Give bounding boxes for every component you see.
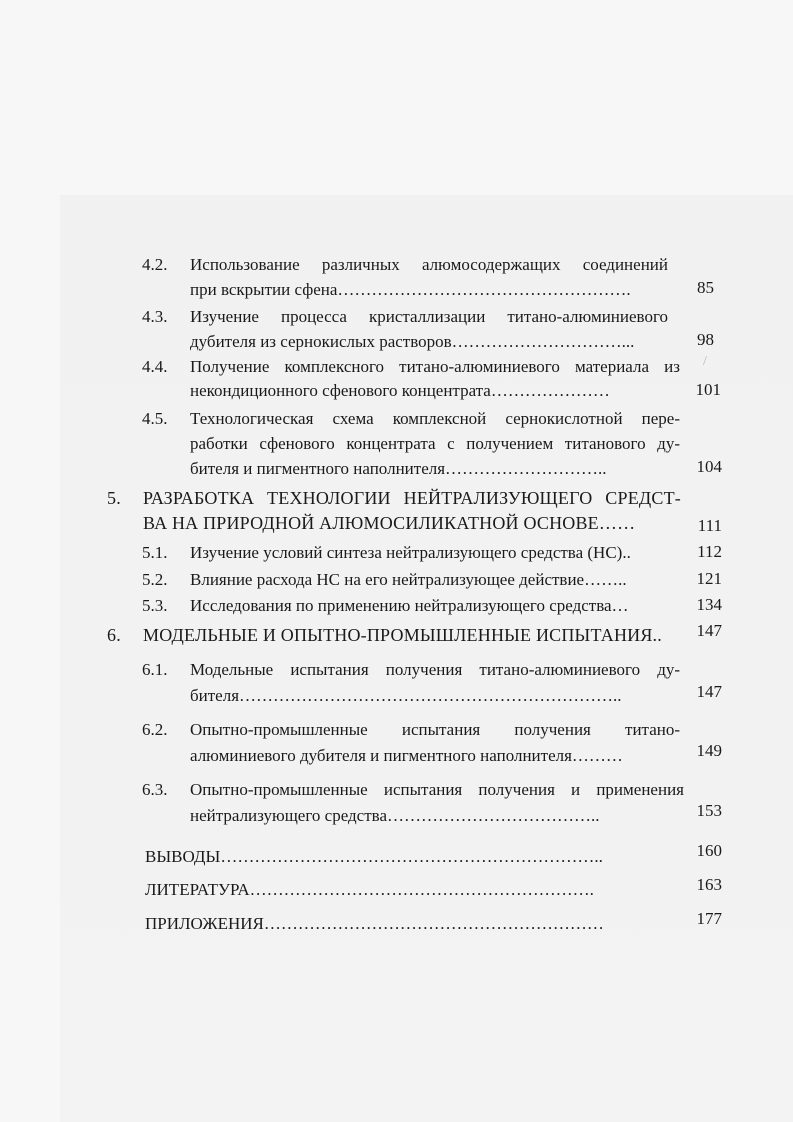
toc-entry-number: 5.2. — [142, 570, 168, 589]
toc-entry-title-line: Опытно-промышленные испытания получения титано- — [190, 720, 680, 739]
toc-section-title: ВЫВОДЫ………………………………………………………….. — [145, 847, 603, 866]
toc-chapter-number: 6. — [107, 625, 121, 645]
toc-entry-page: 85 — [697, 278, 714, 297]
toc-entry-title-line: Опытно-промышленные испытания получения и применения — [190, 780, 684, 799]
toc-entry-title-line: Получение комплексного титано-алюминиевого материала из — [190, 357, 680, 376]
toc-chapter-title-line: РАЗРАБОТКА ТЕХНОЛОГИИ НЕЙТРАЛИЗУЮЩЕГО СРЕДСТ- — [143, 488, 681, 508]
toc-chapter-number: 5. — [107, 488, 121, 508]
toc-entry-page: 104 — [696, 457, 722, 476]
toc-entry-title-line: некондиционного сфенового концентрата………………… — [190, 381, 610, 400]
toc-entry-title-line: при вскрытии сфена……………………………………………. — [190, 280, 631, 299]
toc-entry-title-line: Изучение условий синтеза нейтрализующего средства (НС).. — [190, 543, 631, 562]
toc-entry-title-line: Модельные испытания получения титано-алюминиевого ду- — [190, 660, 680, 679]
toc-entry-page: 149 — [696, 741, 722, 760]
toc-entry-number: 6.3. — [142, 780, 168, 799]
toc-chapter-title-line: ВА НА ПРИРОДНОЙ АЛЮМОСИЛИКАТНОЙ ОСНОВЕ…… — [143, 513, 636, 533]
toc-entry-number: 5.1. — [142, 543, 168, 562]
toc-entry-title-line: работки сфенового концентрата с получением титанового ду- — [190, 434, 680, 453]
toc-entry-title-line: бителя………………………………………………………….. — [190, 686, 622, 705]
toc-entry-page: 121 — [696, 569, 722, 588]
toc-entry-page: 153 — [696, 801, 722, 820]
margin-pencil-mark: / — [703, 354, 707, 369]
toc-entry-page: 147 — [696, 621, 722, 640]
toc-entry-title-line: Использование различных алюмосодержащих соединений — [190, 255, 668, 274]
toc-entry-page: 101 — [695, 380, 721, 399]
toc-chapter-title-line: МОДЕЛЬНЫЕ И ОПЫТНО-ПРОМЫШЛЕННЫЕ ИСПЫТАНИЯ.. — [143, 625, 662, 645]
toc-entry-number: 6.2. — [142, 720, 168, 739]
toc-entry-number: 4.3. — [142, 307, 168, 326]
toc-section-title: ПРИЛОЖЕНИЯ…………………………………………………… — [145, 914, 604, 933]
toc-entry-number: 5.3. — [142, 596, 168, 615]
toc-entry-page: 134 — [696, 595, 722, 614]
toc-entry-title-line: бителя и пигментного наполнителя……………………….. — [190, 459, 607, 478]
toc-entry-page: 98 — [697, 330, 714, 349]
toc-entry-title-line: Влияние расхода НС на его нейтрализующее действие…….. — [190, 570, 627, 589]
toc-entry-title-line: Изучение процесса кристаллизации титано-алюминиевого — [190, 307, 668, 326]
toc-entry-page: 147 — [696, 682, 722, 701]
toc-entry-title-line: Исследования по применению нейтрализующего средства… — [190, 596, 629, 615]
toc-entry-title-line: дубителя из сернокислых растворов…………………………... — [190, 332, 635, 351]
toc-entry-number: 4.5. — [142, 409, 168, 428]
toc-entry-number: 4.4. — [142, 357, 168, 376]
toc-entry-page: 163 — [696, 875, 722, 894]
toc-section-title: ЛИТЕРАТУРА……………………………………………………. — [145, 880, 594, 899]
toc-entry-number: 6.1. — [142, 660, 168, 679]
toc-entry-page: 111 — [697, 516, 722, 535]
toc-entry-title-line: нейтрализующего средства……………………………….. — [190, 806, 600, 825]
toc-entry-page: 160 — [696, 841, 722, 860]
toc-entry-page: 112 — [697, 542, 722, 561]
toc-entry-page: 177 — [696, 909, 722, 928]
toc-entry-number: 4.2. — [142, 255, 168, 274]
toc-entry-title-line: алюминиевого дубителя и пигментного наполнителя……… — [190, 746, 623, 765]
toc-entry-title-line: Технологическая схема комплексной сернокислотной пере- — [190, 409, 680, 428]
